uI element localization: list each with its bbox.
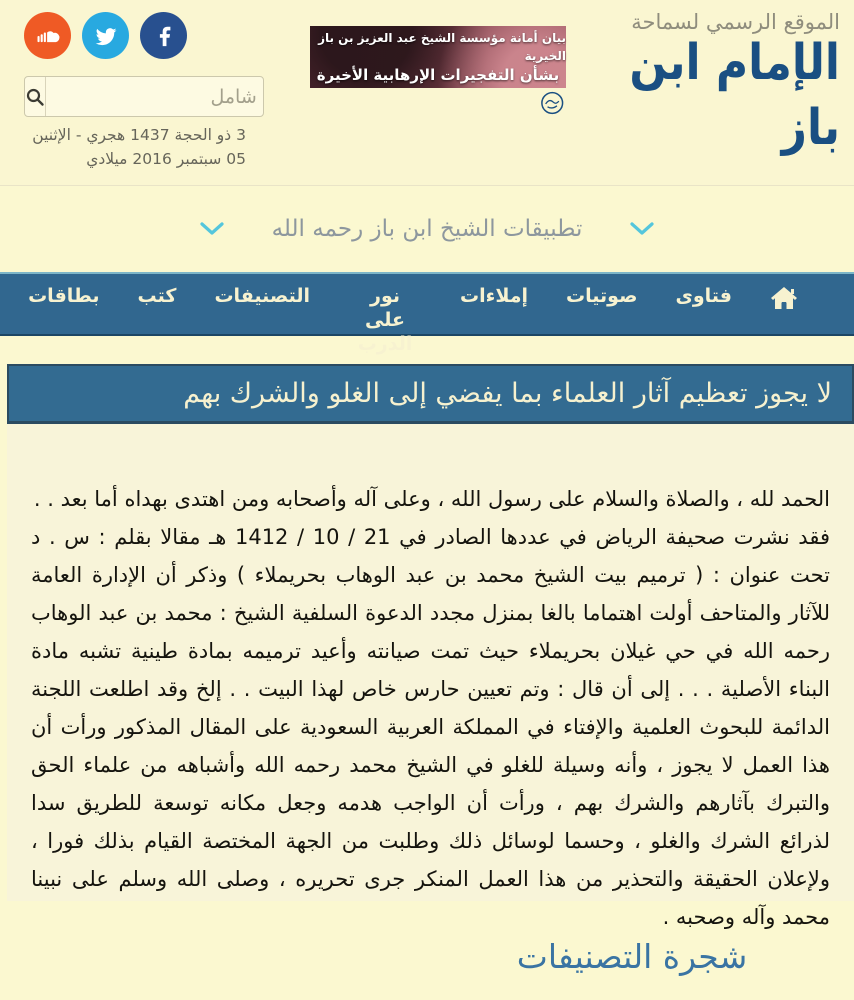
- categories-tree-heading: شجرة التصنيفات: [516, 937, 748, 976]
- article-paragraph: فقد نشرت صحيفة الرياض في عددها الصادر في 21 / 10 / 1412 هـ مقالا بقلم : س . د تحت عنوان : ( ترميم بيت الشيخ محمد بن عبد الوهاب بحريملاء ) وذكر أن الإدارة العامة للآثار والمتاحف أولت اهتماما بالغا بمنزل مجدد الدعوة السلفية الشيخ : محمد بن عبد الوهاب رحمه الله في حي غيلان بحريملاء حيث تمت صيانته وأعيد ترميمه بمادة طينية تشبه مادة البناء الأصلية . . . إلى أن قال : وتم تعيين حارس خاص لهذا البيت . . إلخ وقد اطلعت اللجنة الدائمة للبحوث العلمية والإفتاء في المملكة العربية السعودية على المقال المذكور ورأت أن هذا العمل لا يجوز ، وأنه وسيلة للغلو في الشيخ محمد رحمه الله وأشباهه من علماء الحق والتبرك بآثارهم والشرك بهم ، ورأت أن الواجب هدمه وجعل مكانه توسعة للطريق سدا لذرائع الشرك والغلو ، وحسما لوسائل ذلك وطلبت من الجهة المختصة القيام بذلك فورا ، ولإعلان الحقيقة والتحذير من هذا العمل المنكر جرى تحريره ، وصلى الله وسلم على نبينا محمد وآله وصحبه .: [31, 525, 830, 929]
- banner-line1: بيان أمانة مؤسسة الشيخ عبد العزيز بن باز الخيرية: [318, 30, 566, 63]
- site-logo-block: [540, 10, 840, 157]
- twitter-icon[interactable]: [82, 12, 129, 59]
- search-input[interactable]: [46, 77, 264, 116]
- chevron-down-icon[interactable]: [200, 222, 224, 236]
- article-body: [7, 424, 854, 929]
- hijri-gregorian-date: 3 ذو الحجة 1437 هجري - الإثنين 05 سبتمبر 2016 ميلادي: [32, 126, 246, 168]
- nav-home[interactable]: [770, 285, 798, 315]
- nav-item-tasnifat[interactable]: التصنيفات: [214, 285, 311, 307]
- nav-item-kutub[interactable]: كتب: [137, 285, 177, 307]
- announcement-banner[interactable]: [310, 26, 566, 88]
- soundcloud-icon[interactable]: [24, 12, 71, 59]
- home-icon: [770, 285, 798, 311]
- apps-toggle[interactable]: [0, 186, 854, 272]
- banner-line2: بشأن التفجيرات الإرهابية الأخيرة: [316, 65, 560, 84]
- site-tagline: الموقع الرسمي لسماحة: [631, 10, 840, 34]
- article-title-bar: [7, 364, 854, 424]
- search-icon: [25, 87, 45, 107]
- main-navbar: [0, 272, 854, 355]
- site-header: [0, 0, 854, 186]
- nav-item-imlaat[interactable]: إملاءات: [460, 285, 529, 307]
- search-button[interactable]: [25, 77, 46, 116]
- nav-item-sawtiyat[interactable]: صوتيات: [566, 285, 638, 307]
- social-links: [24, 12, 187, 59]
- search-box: [24, 76, 264, 117]
- site-logo-calligraphy: الإمام ابن باز: [629, 34, 840, 157]
- rahimahullah-ornament-icon: [540, 90, 564, 116]
- footer-area: [0, 937, 854, 1000]
- apps-toggle-label: تطبيقات الشيخ ابن باز رحمه الله: [271, 216, 583, 242]
- nav-item-fatawa[interactable]: فتاوى: [675, 285, 732, 307]
- nav-item-noor-ala-aldarb[interactable]: نور على الدرب: [357, 285, 413, 355]
- chevron-down-icon[interactable]: [630, 222, 654, 236]
- facebook-icon[interactable]: [140, 12, 187, 59]
- nav-item-bitaqat[interactable]: بطاقات: [28, 285, 100, 307]
- spacer: [0, 336, 854, 364]
- site-logo[interactable]: [540, 34, 840, 157]
- article-title: لا يجوز تعظيم آثار العلماء بما يفضي إلى الغلو والشرك بهم: [183, 378, 832, 409]
- article-paragraph: الحمد لله ، والصلاة والسلام على رسول الله ، وعلى آله وأصحابه ومن اهتدى بهداه أما بعد . .: [33, 487, 830, 511]
